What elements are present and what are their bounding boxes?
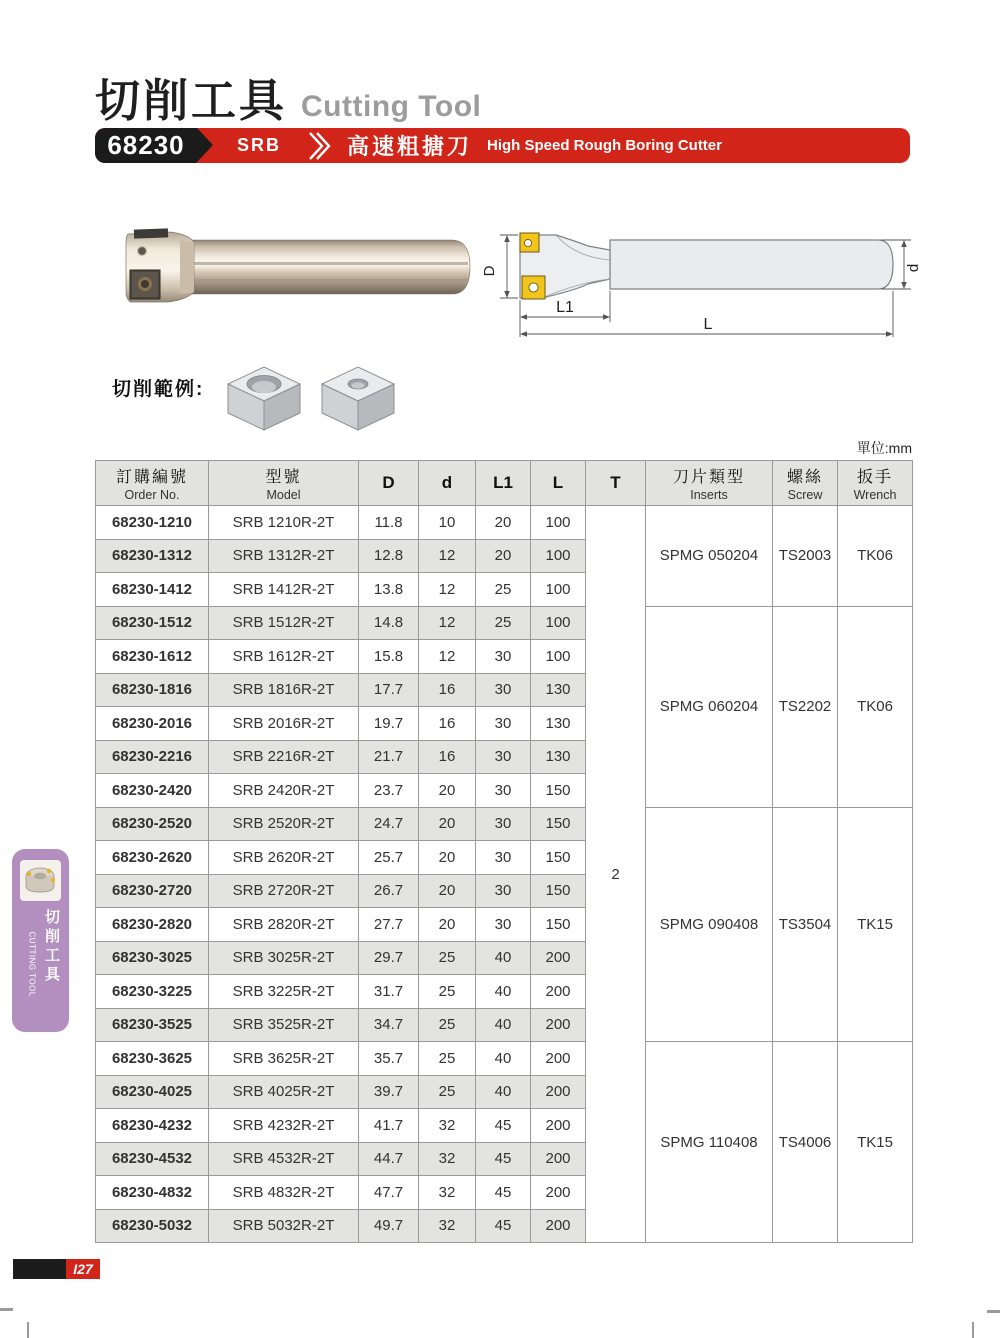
model-cell: SRB 2420R-2T [209,774,359,808]
d-cell: 16 [419,707,476,741]
D-cell: 23.7 [359,774,419,808]
D-cell: 41.7 [359,1109,419,1143]
d-cell: 12 [419,539,476,573]
T-merged-cell: 2 [586,506,646,1243]
header-screw: 螺絲 Screw [773,461,838,506]
d-cell: 32 [419,1109,476,1143]
L1-cell: 45 [476,1176,531,1210]
page-footer [13,1259,100,1279]
model-cell: SRB 4832R-2T [209,1176,359,1210]
product-name-en: High Speed Rough Boring Cutter [487,137,722,154]
sidebar-tab-label-en: CUTTING TOOL [27,931,37,997]
d-cell: 20 [419,874,476,908]
model-cell: SRB 1312R-2T [209,539,359,573]
d-cell: 10 [419,506,476,540]
d-cell: 25 [419,941,476,975]
model-cell: SRB 2820R-2T [209,908,359,942]
page-number: I27 [66,1259,100,1279]
table-row [96,807,913,841]
page-title-en: Cutting Tool [301,90,482,123]
L-cell: 130 [531,673,586,707]
model-cell: SRB 4532R-2T [209,1142,359,1176]
L-cell: 200 [531,1142,586,1176]
wrench-cell: TK15 [838,1042,913,1243]
product-code: 68230 [107,130,185,160]
L1-cell: 40 [476,975,531,1009]
order-no-cell: 68230-5032 [96,1209,209,1243]
d-cell: 16 [419,673,476,707]
L1-cell: 40 [476,941,531,975]
cutting-example [112,358,406,438]
model-cell: SRB 1612R-2T [209,640,359,674]
crop-mark [0,1308,13,1311]
L-cell: 100 [531,606,586,640]
L-cell: 150 [531,774,586,808]
crop-mark [27,1322,29,1338]
header-L: L [531,461,586,506]
model-cell: SRB 1210R-2T [209,506,359,540]
L1-cell: 45 [476,1209,531,1243]
d-cell: 20 [419,908,476,942]
table-row [96,506,913,540]
header-order-no: 訂購編號 Order No. [96,461,209,506]
order-no-cell: 68230-3625 [96,1042,209,1076]
L-cell: 150 [531,908,586,942]
model-cell: SRB 2216R-2T [209,740,359,774]
D-cell: 21.7 [359,740,419,774]
L1-cell: 30 [476,774,531,808]
sidebar-section-tab [12,849,69,1032]
technical-drawing [480,212,940,352]
D-cell: 47.7 [359,1176,419,1210]
table-header-row [96,461,913,506]
page-title-zh: 切削工具 [95,75,288,126]
d-cell: 12 [419,640,476,674]
wrench-cell: TK15 [838,807,913,1042]
header-L1: L1 [476,461,531,506]
L-cell: 150 [531,807,586,841]
order-no-cell: 68230-3025 [96,941,209,975]
order-no-cell: 68230-2820 [96,908,209,942]
L1-cell: 45 [476,1142,531,1176]
order-no-cell: 68230-4025 [96,1075,209,1109]
insert-cell: SPMG 090408 [646,807,773,1042]
L1-cell: 30 [476,841,531,875]
L1-cell: 30 [476,740,531,774]
D-cell: 26.7 [359,874,419,908]
dim-label-L: L [703,316,713,333]
D-cell: 27.7 [359,908,419,942]
insert-cell: SPMG 050204 [646,506,773,607]
order-no-cell: 68230-2620 [96,841,209,875]
L-cell: 200 [531,1075,586,1109]
header-model: 型號 Model [209,461,359,506]
L1-cell: 40 [476,1008,531,1042]
model-cell: SRB 2620R-2T [209,841,359,875]
crop-mark [972,1322,974,1338]
model-cell: SRB 3225R-2T [209,975,359,1009]
footer-black-bar [13,1259,66,1279]
L1-cell: 40 [476,1042,531,1076]
d-cell: 12 [419,573,476,607]
cutter-thumbnail-icon [20,860,61,901]
L1-cell: 20 [476,539,531,573]
d-cell: 25 [419,1008,476,1042]
L-cell: 100 [531,506,586,540]
order-no-cell: 68230-1210 [96,506,209,540]
model-cell: SRB 1816R-2T [209,673,359,707]
order-no-cell: 68230-1612 [96,640,209,674]
order-no-cell: 68230-2216 [96,740,209,774]
order-no-cell: 68230-1816 [96,673,209,707]
L-cell: 200 [531,1109,586,1143]
L-cell: 130 [531,707,586,741]
L1-cell: 25 [476,573,531,607]
L1-cell: 30 [476,640,531,674]
model-cell: SRB 2720R-2T [209,874,359,908]
d-cell: 25 [419,1042,476,1076]
order-no-cell: 68230-4532 [96,1142,209,1176]
d-cell: 32 [419,1142,476,1176]
L1-cell: 30 [476,673,531,707]
chevron-right-icon [307,131,333,161]
dim-label-D: D [481,265,498,277]
screw-cell: TS2003 [773,506,838,607]
product-code-chip [95,128,197,163]
order-no-cell: 68230-4832 [96,1176,209,1210]
order-no-cell: 68230-1312 [96,539,209,573]
D-cell: 34.7 [359,1008,419,1042]
order-no-cell: 68230-2520 [96,807,209,841]
L-cell: 150 [531,874,586,908]
d-cell: 20 [419,774,476,808]
L-cell: 130 [531,740,586,774]
L-cell: 200 [531,1042,586,1076]
model-cell: SRB 1512R-2T [209,606,359,640]
L-cell: 200 [531,1209,586,1243]
D-cell: 13.8 [359,573,419,607]
L-cell: 100 [531,640,586,674]
model-cell: SRB 2016R-2T [209,707,359,741]
header-inserts: 刀片類型 Inserts [646,461,773,506]
spec-table [95,460,912,1243]
dim-label-d: d [905,263,922,273]
L-cell: 150 [531,841,586,875]
wrench-cell: TK06 [838,606,913,807]
L-cell: 200 [531,975,586,1009]
screw-cell: TS2202 [773,606,838,807]
L-cell: 200 [531,1176,586,1210]
L-cell: 100 [531,539,586,573]
model-cell: SRB 1412R-2T [209,573,359,607]
D-cell: 44.7 [359,1142,419,1176]
D-cell: 24.7 [359,807,419,841]
cutting-example-label: 切削範例: [112,379,205,400]
insert-cell: SPMG 110408 [646,1042,773,1243]
table-row [96,1042,913,1076]
d-cell: 32 [419,1209,476,1243]
chip-arrow-shape [197,128,213,162]
header-D: D [359,461,419,506]
model-cell: SRB 3525R-2T [209,1008,359,1042]
D-cell: 29.7 [359,941,419,975]
order-no-cell: 68230-1512 [96,606,209,640]
model-cell: SRB 3625R-2T [209,1042,359,1076]
product-banner [95,128,910,163]
product-name-zh: 高速粗搪刀 [347,134,473,159]
D-cell: 49.7 [359,1209,419,1243]
d-cell: 12 [419,606,476,640]
series-label: SRB [237,135,282,155]
unit-label: 單位:mm [856,440,912,456]
L-cell: 200 [531,941,586,975]
d-cell: 32 [419,1176,476,1210]
page-title [95,64,481,129]
order-no-cell: 68230-2420 [96,774,209,808]
screw-cell: TS4006 [773,1042,838,1243]
d-cell: 20 [419,841,476,875]
D-cell: 31.7 [359,975,419,1009]
model-cell: SRB 3025R-2T [209,941,359,975]
model-cell: SRB 2520R-2T [209,807,359,841]
table-row [96,606,913,640]
L-cell: 100 [531,573,586,607]
D-cell: 19.7 [359,707,419,741]
header-d: d [419,461,476,506]
order-no-cell: 68230-2720 [96,874,209,908]
product-photo [118,222,483,322]
crop-mark [987,1310,1000,1313]
cutting-example-blocks [216,358,406,438]
D-cell: 14.8 [359,606,419,640]
screw-cell: TS3504 [773,807,838,1042]
D-cell: 39.7 [359,1075,419,1109]
d-cell: 25 [419,975,476,1009]
d-cell: 20 [419,807,476,841]
L1-cell: 20 [476,506,531,540]
model-cell: SRB 4232R-2T [209,1109,359,1143]
L1-cell: 45 [476,1109,531,1143]
D-cell: 11.8 [359,506,419,540]
L1-cell: 30 [476,707,531,741]
spec-table-body [96,506,913,1243]
L-cell: 200 [531,1008,586,1042]
L1-cell: 30 [476,874,531,908]
header-wrench: 扳手 Wrench [838,461,913,506]
D-cell: 12.8 [359,539,419,573]
order-no-cell: 68230-3225 [96,975,209,1009]
d-cell: 25 [419,1075,476,1109]
wrench-cell: TK06 [838,506,913,607]
insert-cell: SPMG 060204 [646,606,773,807]
D-cell: 35.7 [359,1042,419,1076]
L1-cell: 30 [476,807,531,841]
order-no-cell: 68230-2016 [96,707,209,741]
model-cell: SRB 5032R-2T [209,1209,359,1243]
order-no-cell: 68230-1412 [96,573,209,607]
model-cell: SRB 4025R-2T [209,1075,359,1109]
L1-cell: 25 [476,606,531,640]
d-cell: 16 [419,740,476,774]
D-cell: 15.8 [359,640,419,674]
order-no-cell: 68230-4232 [96,1109,209,1143]
D-cell: 25.7 [359,841,419,875]
order-no-cell: 68230-3525 [96,1008,209,1042]
L1-cell: 30 [476,908,531,942]
dim-label-L1: L1 [556,299,574,316]
header-T: T [586,461,646,506]
L1-cell: 40 [476,1075,531,1109]
sidebar-tab-label-zh: 切削工具 [43,909,60,985]
D-cell: 17.7 [359,673,419,707]
